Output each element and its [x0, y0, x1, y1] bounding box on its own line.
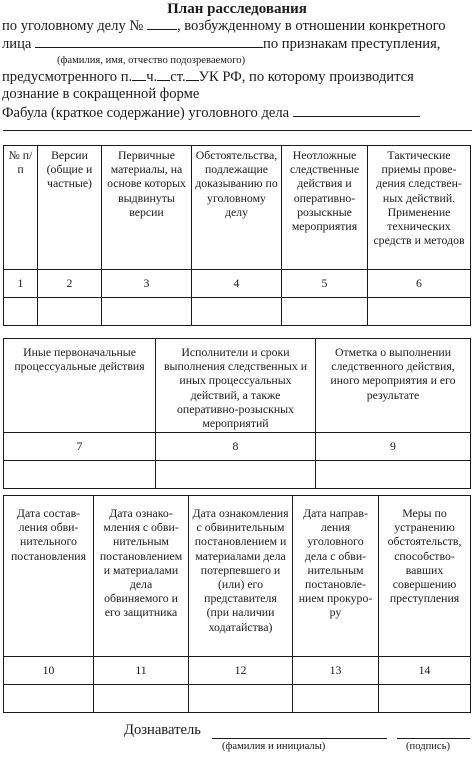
col-number: 1	[4, 270, 38, 298]
caption-signature: (подпись)	[406, 741, 450, 752]
col-header-completion-mark: Отметка о выполнении следственного действия, иного мероприятия и его результате	[316, 339, 471, 433]
case-number-field[interactable]	[147, 17, 177, 30]
table-cell-empty[interactable]	[379, 685, 471, 713]
table-cell-empty[interactable]	[4, 461, 156, 489]
article-field[interactable]	[186, 68, 199, 81]
table-cell-empty[interactable]	[282, 298, 368, 326]
case-summary-field[interactable]	[293, 104, 420, 117]
col-number: 6	[368, 270, 471, 298]
crime-signs-label: по признакам преступления,	[263, 36, 441, 52]
table-cell-empty[interactable]	[368, 298, 471, 326]
table-cell-empty[interactable]	[102, 298, 192, 326]
col-number: 13	[293, 657, 379, 685]
document-title: План расследования	[167, 1, 307, 17]
col-number: 14	[379, 657, 471, 685]
col-number: 3	[102, 270, 192, 298]
col-header-urgent-actions: Неотложные следственные действия и оперативно-розыскные мероприятия	[282, 146, 368, 270]
col-number: 8	[156, 433, 316, 461]
header-line-3	[2, 68, 414, 85]
col-header-circumstances: Обстоятельства, подлежащие доказыванию по уголовному делу	[192, 146, 282, 270]
header-line-4: дознание в сокращенной форме	[2, 86, 200, 102]
article-label: ст.	[170, 69, 186, 85]
header-line-5	[2, 104, 420, 121]
col-header-tactics: Тактические приемы проведения следственных действий. Применение технических средств и методов	[368, 146, 471, 270]
article-part-field[interactable]	[157, 68, 170, 81]
col-number: 5	[282, 270, 368, 298]
col-header-indictment-date: Дата составления обвинительного постановления	[4, 496, 94, 657]
case-summary-label: Фабула (краткое содержание) уголовного дела	[2, 105, 290, 121]
caption-suspect-name: (фамилия, имя, отчество подозреваемого)	[57, 55, 246, 66]
header-line-1	[2, 17, 446, 34]
plan-table-2	[3, 338, 471, 489]
col-number: 11	[94, 657, 189, 685]
table-cell-empty[interactable]	[4, 298, 38, 326]
investigator-label: Дознаватель	[124, 722, 201, 738]
table-cell-empty[interactable]	[192, 298, 282, 326]
col-header-victim-familiarization: Дата ознакомления с обвинительным постановлением и материалами дела потерпевшего и (или) его представителя (при наличии ходатайства)	[189, 496, 293, 657]
col-header-primary-materials: Первичные материалы, на основе которых выдвинуты версии	[102, 146, 192, 270]
table-cell-empty[interactable]	[189, 685, 293, 713]
plan-table-1	[3, 145, 471, 326]
col-header-prosecutor-date: Дата направления уголовного дела с обвинительным постановлением прокурору	[293, 496, 379, 657]
col-number: 12	[189, 657, 293, 685]
article-point-label: предусмотренного п.	[2, 69, 133, 85]
col-header-prevention-measures: Меры по устранению обстоятельств, способствовавших совершению преступления	[379, 496, 471, 657]
plan-table-3	[3, 495, 471, 713]
table-cell-empty[interactable]	[38, 298, 102, 326]
article-part-label: ч.	[146, 69, 158, 85]
col-number: 2	[38, 270, 102, 298]
col-number: 9	[316, 433, 471, 461]
table-cell-empty[interactable]	[293, 685, 379, 713]
table-cell-empty[interactable]	[4, 685, 94, 713]
col-header-executors: Исполнители и сроки выполнения следственных и иных процессуальных действий, а также оперативно-розыскных мероприятий	[156, 339, 316, 433]
investigator-name-line[interactable]	[212, 738, 387, 739]
table-cell-empty[interactable]	[156, 461, 316, 489]
col-header-versions: Версии (общие и частные)	[38, 146, 102, 270]
col-header-accused-familiarization: Дата ознакомления с обвинительным постановлением и материалами дела обвиняемого и его защитника	[94, 496, 189, 657]
col-number: 4	[192, 270, 282, 298]
col-header-number: № п/п	[4, 146, 38, 270]
investigator-signature-line[interactable]	[397, 738, 470, 739]
person-name-field[interactable]	[35, 35, 263, 48]
criminal-code-label: УК РФ, по которому производится	[198, 69, 414, 85]
table-cell-empty[interactable]	[94, 685, 189, 713]
col-number: 7	[4, 433, 156, 461]
case-summary-line[interactable]	[3, 130, 472, 131]
caption-investigator-name: (фамилия и инициалы)	[222, 741, 326, 752]
header-line-2	[2, 35, 440, 52]
col-header-other-actions: Иные первоначальные процессуальные действия	[4, 339, 156, 433]
article-point-field[interactable]	[132, 68, 146, 81]
table-cell-empty[interactable]	[316, 461, 471, 489]
case-number-label: по уголовному делу №	[2, 18, 144, 34]
person-label: лица	[2, 36, 32, 52]
case-number-suffix: , возбужденному в отношении конкретного	[176, 18, 446, 34]
col-number: 10	[4, 657, 94, 685]
